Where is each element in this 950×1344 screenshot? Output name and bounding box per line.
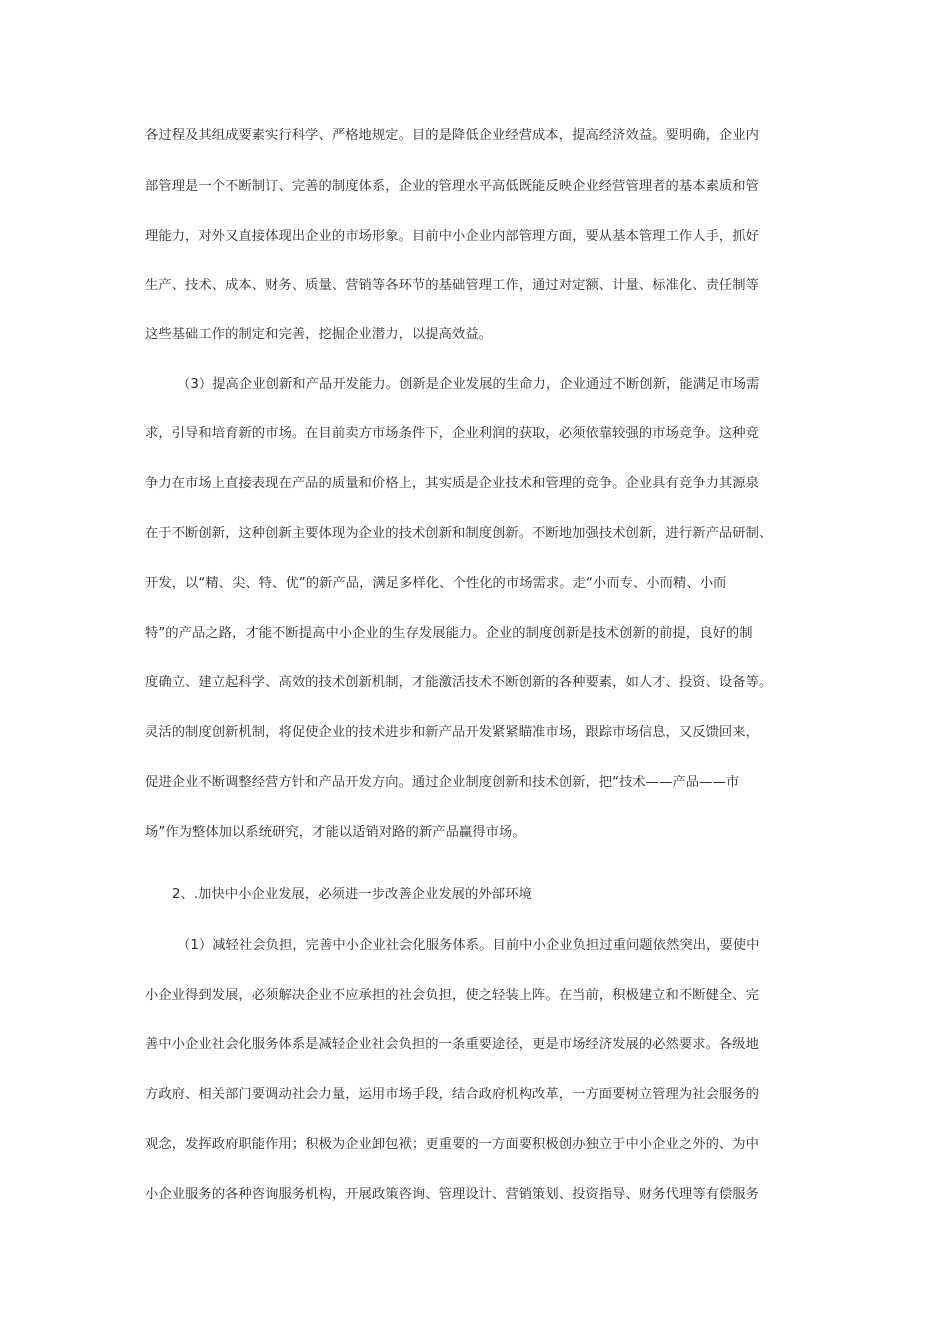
text-line: 求，引导和培育新的市场。在目前卖方市场条件下，企业利润的获取，必须依靠较强的市场竞争。这种竞 xyxy=(145,426,759,441)
text-line: 小企业得到发展，必须解决企业不应承担的社会负担，使之轻装上阵。在当前，积极建立和不断健全、完 xyxy=(145,988,759,1003)
text-line: 特”的产品之路，才能不断提高中小企业的生存发展能力。企业的制度创新是技术创新的前提，良好的制 xyxy=(145,626,753,641)
text-line: 部管理是一个不断制订、完善的制度体系，企业的管理水平高低既能反映企业经营管理者的基本素质和管 xyxy=(145,179,759,194)
text-line: 场”作为整体加以系统研究，才能以适销对路的新产品赢得市场。 xyxy=(145,825,526,840)
text-line: 各过程及其组成要素实行科学、严格地规定。目的是降低企业经营成本，提高经济效益。要明确，企业内 xyxy=(145,128,759,143)
text-line: 开发，以“精、尖、特、优”的新产品，满足多样化、个性化的市场需求。走“小而专、小而精、小而 xyxy=(145,576,727,591)
text-line: 理能力，对外又直接体现出企业的市场形象。目前中小企业内部管理方面，要从基本管理工作人手，抓好 xyxy=(145,229,759,244)
text-line: 度确立、建立起科学、高效的技术创新机制，才能激活技术不断创新的各种要素，如人才、投资、设备等。 xyxy=(145,675,773,690)
text-line: 争力在市场上直接表现在产品的质量和价格上，其实质是企业技术和管理的竞争。企业具有竞争力其源泉 xyxy=(145,476,759,491)
paragraph-start-line: （1）减轻社会负担，完善中小企业社会化服务体系。目前中小企业负担过重问题依然突出，要使中 xyxy=(177,938,760,953)
text-line: 生产、技术、成本、财务、质量、营销等各环节的基础管理工作，通过对定额、计量、标准化、责任制等 xyxy=(145,278,759,293)
text-line: 小企业服务的各种咨询服务机构，开展政策咨询、管理设计、营销策划、投资指导、财务代理等有偿服务 xyxy=(145,1187,759,1202)
text-line: 灵活的制度创新机制，将促使企业的技术进步和新产品开发紧紧瞄准市场，跟踪市场信息，又反馈回来， xyxy=(145,725,759,740)
text-line: 促进企业不断调整经营方针和产品开发方向。通过企业制度创新和技术创新，把“技术——产品——市 xyxy=(145,775,740,790)
paragraph-start-line: （3）提高企业创新和产品开发能力。创新是企业发展的生命力，企业通过不断创新，能满足市场需 xyxy=(177,377,760,392)
text-line: 善中小企业社会化服务体系是减轻企业社会负担的一条重要途径，更是市场经济发展的必然要求。各级地 xyxy=(145,1037,759,1052)
text-line: 观念，发挥政府职能作用；积极为企业卸包袱；更重要的一方面要积极创办独立于中小企业之外的、为中 xyxy=(145,1137,759,1152)
text-line: 在于不断创新，这种创新主要体现为企业的技术创新和制度创新。不断地加强技术创新，进行新产品研制、 xyxy=(145,526,773,541)
text-line: 这些基础工作的制定和完善，挖掘企业潜力，以提高效益。 xyxy=(145,327,493,342)
text-line: 方政府、相关部门要调动社会力量，运用市场手段，结合政府机构改革，一方面要树立管理为社会服务的 xyxy=(145,1087,759,1102)
section-heading: 2、.加快中小企业发展，必须进一步改善企业发展的外部环境 xyxy=(172,887,532,902)
